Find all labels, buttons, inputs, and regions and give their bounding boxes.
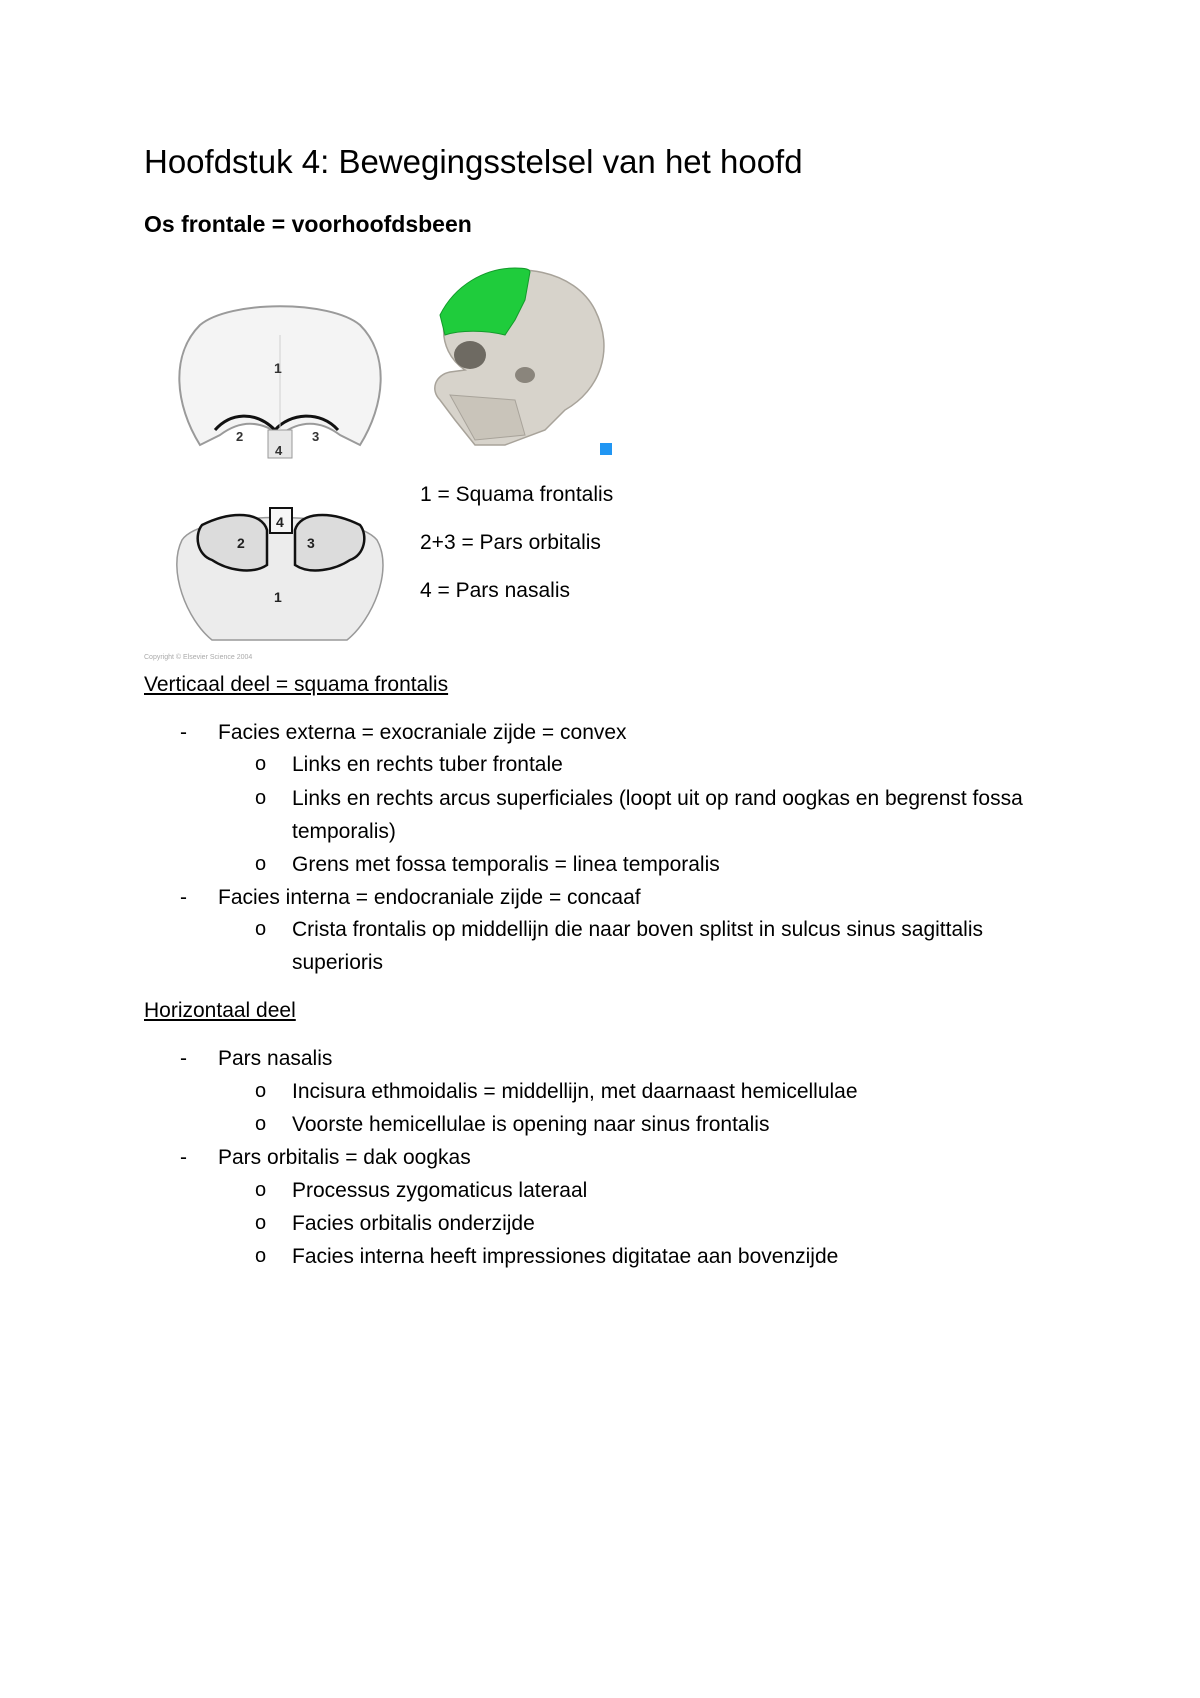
list-item: Facies externa = exocraniale zijde = convex <box>218 721 627 744</box>
sub-list-item-continuation: temporalis) <box>292 820 396 843</box>
circle-bullet: o <box>255 787 267 809</box>
circle-bullet: o <box>255 753 267 775</box>
circle-bullet: o <box>255 1113 267 1135</box>
legend-item: 1 = Squama frontalis <box>420 483 614 506</box>
circle-bullet: o <box>255 918 267 940</box>
bottom-label-4: 4 <box>276 514 284 530</box>
list-item: Pars nasalis <box>218 1047 333 1070</box>
sub-list-item: Voorste hemicellulae is opening naar sinus frontalis <box>292 1113 770 1136</box>
figure-copyright: Copyright © Elsevier Science 2004 <box>144 654 253 661</box>
bottom-label-1: 1 <box>274 589 282 605</box>
frontal-bone-inferior-view <box>172 500 390 645</box>
dash-bullet: - <box>180 886 187 909</box>
dash-bullet: - <box>180 1047 187 1070</box>
front-label-2: 2 <box>236 429 244 444</box>
skull-lateral-view <box>415 260 615 460</box>
list-item: Pars orbitalis = dak oogkas <box>218 1146 471 1169</box>
frontal-bone-front-view <box>170 295 390 470</box>
circle-bullet: o <box>255 1212 267 1234</box>
dash-bullet: - <box>180 721 187 744</box>
section-heading: Verticaal deel = squama frontalis <box>144 673 449 696</box>
sub-list-item-continuation: superioris <box>292 951 384 974</box>
page-subtitle: Os frontale = voorhoofdsbeen <box>144 211 472 237</box>
dash-bullet: - <box>180 1146 187 1169</box>
section-heading: Horizontaal deel <box>144 999 296 1022</box>
front-label-4: 4 <box>275 443 283 458</box>
circle-bullet: o <box>255 1179 267 1201</box>
sub-list-item: Grens met fossa temporalis = linea temporalis <box>292 853 720 876</box>
legend-item: 4 = Pars nasalis <box>420 579 570 602</box>
circle-bullet: o <box>255 1245 267 1267</box>
sub-list-item: Facies interna heeft impressiones digitatae aan bovenzijde <box>292 1245 839 1268</box>
list-item: Facies interna = endocraniale zijde = concaaf <box>218 886 641 909</box>
bottom-label-3: 3 <box>307 535 315 551</box>
sub-list-item: Links en rechts arcus superficiales (loopt uit op rand oogkas en begrenst fossa <box>292 787 1023 810</box>
sub-list-item: Processus zygomaticus lateraal <box>292 1179 588 1202</box>
circle-bullet: o <box>255 853 267 875</box>
front-label-1: 1 <box>274 360 282 376</box>
circle-bullet: o <box>255 1080 267 1102</box>
page-title: Hoofdstuk 4: Bewegingsstelsel van het hoofd <box>144 143 803 180</box>
sub-list-item: Facies orbitalis onderzijde <box>292 1212 535 1235</box>
sub-list-item: Crista frontalis op middellijn die naar boven splitst in sulcus sinus sagittalis <box>292 918 983 941</box>
bottom-label-2: 2 <box>237 535 245 551</box>
sub-list-item: Incisura ethmoidalis = middellijn, met daarnaast hemicellulae <box>292 1080 858 1103</box>
legend-item: 2+3 = Pars orbitalis <box>420 531 601 554</box>
front-label-3: 3 <box>312 429 320 444</box>
sub-list-item: Links en rechts tuber frontale <box>292 753 563 776</box>
